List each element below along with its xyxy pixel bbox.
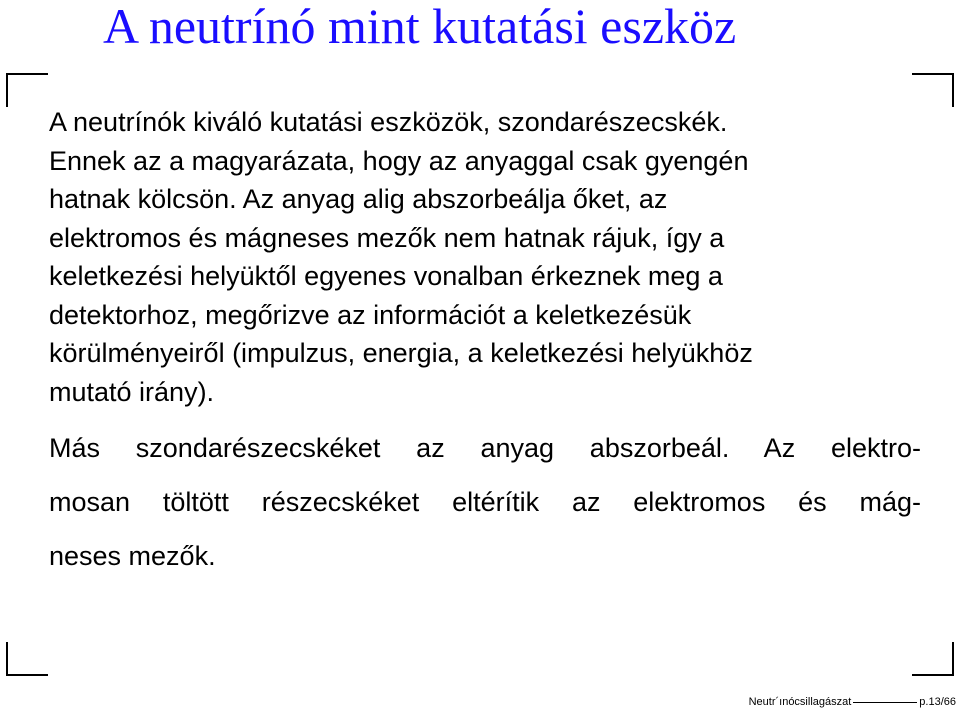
corner-mark-top-left: [6, 73, 48, 107]
corner-mark-top-right: [912, 73, 954, 107]
text-line: elektromos és mágneses mezők nem hatnak rájuk, így a: [49, 222, 725, 253]
text-line: neses mezők.: [49, 541, 216, 571]
corner-mark-bottom-right: [912, 642, 954, 676]
text-line: Más szondarészecskéket az anyag abszorbeál. Az elektro-: [49, 433, 921, 463]
page-title: A neutrínó mint kutatási eszköz: [103, 0, 737, 54]
footer-title: Neutr´ınócsillagászat: [748, 696, 852, 708]
text-line: mosan töltött részecskéket eltérítik az elektromos és mág-: [49, 487, 921, 517]
text-line: keletkezési helyüktől egyenes vonalban érkeznek meg a: [49, 261, 723, 291]
text-line: A neutrínók kiváló kutatási eszközök, szondarészecskék.: [49, 107, 728, 137]
text-line: mutató irány).: [49, 376, 215, 407]
slide-body: [49, 103, 929, 583]
text-line: körülményeiről (impulzus, energia, a keletkezési helyükhöz: [49, 338, 753, 368]
corner-mark-bottom-left: [6, 642, 48, 676]
footer-rule: [853, 702, 917, 703]
text-line: hatnak kölcsön. Az anyag alig abszorbeálja őket, az: [49, 184, 668, 214]
slide-footer: [749, 696, 956, 709]
text-line: Ennek az a magyarázata, hogy az anyaggal csak gyengén: [49, 145, 749, 176]
paragraph-neutrino-properties: [49, 103, 929, 411]
paragraph-other-particles: [49, 421, 929, 583]
text-line: detektorhoz, megőrizve az információt a keletkezésük: [49, 299, 692, 330]
page-number: p.13/66: [919, 696, 956, 708]
